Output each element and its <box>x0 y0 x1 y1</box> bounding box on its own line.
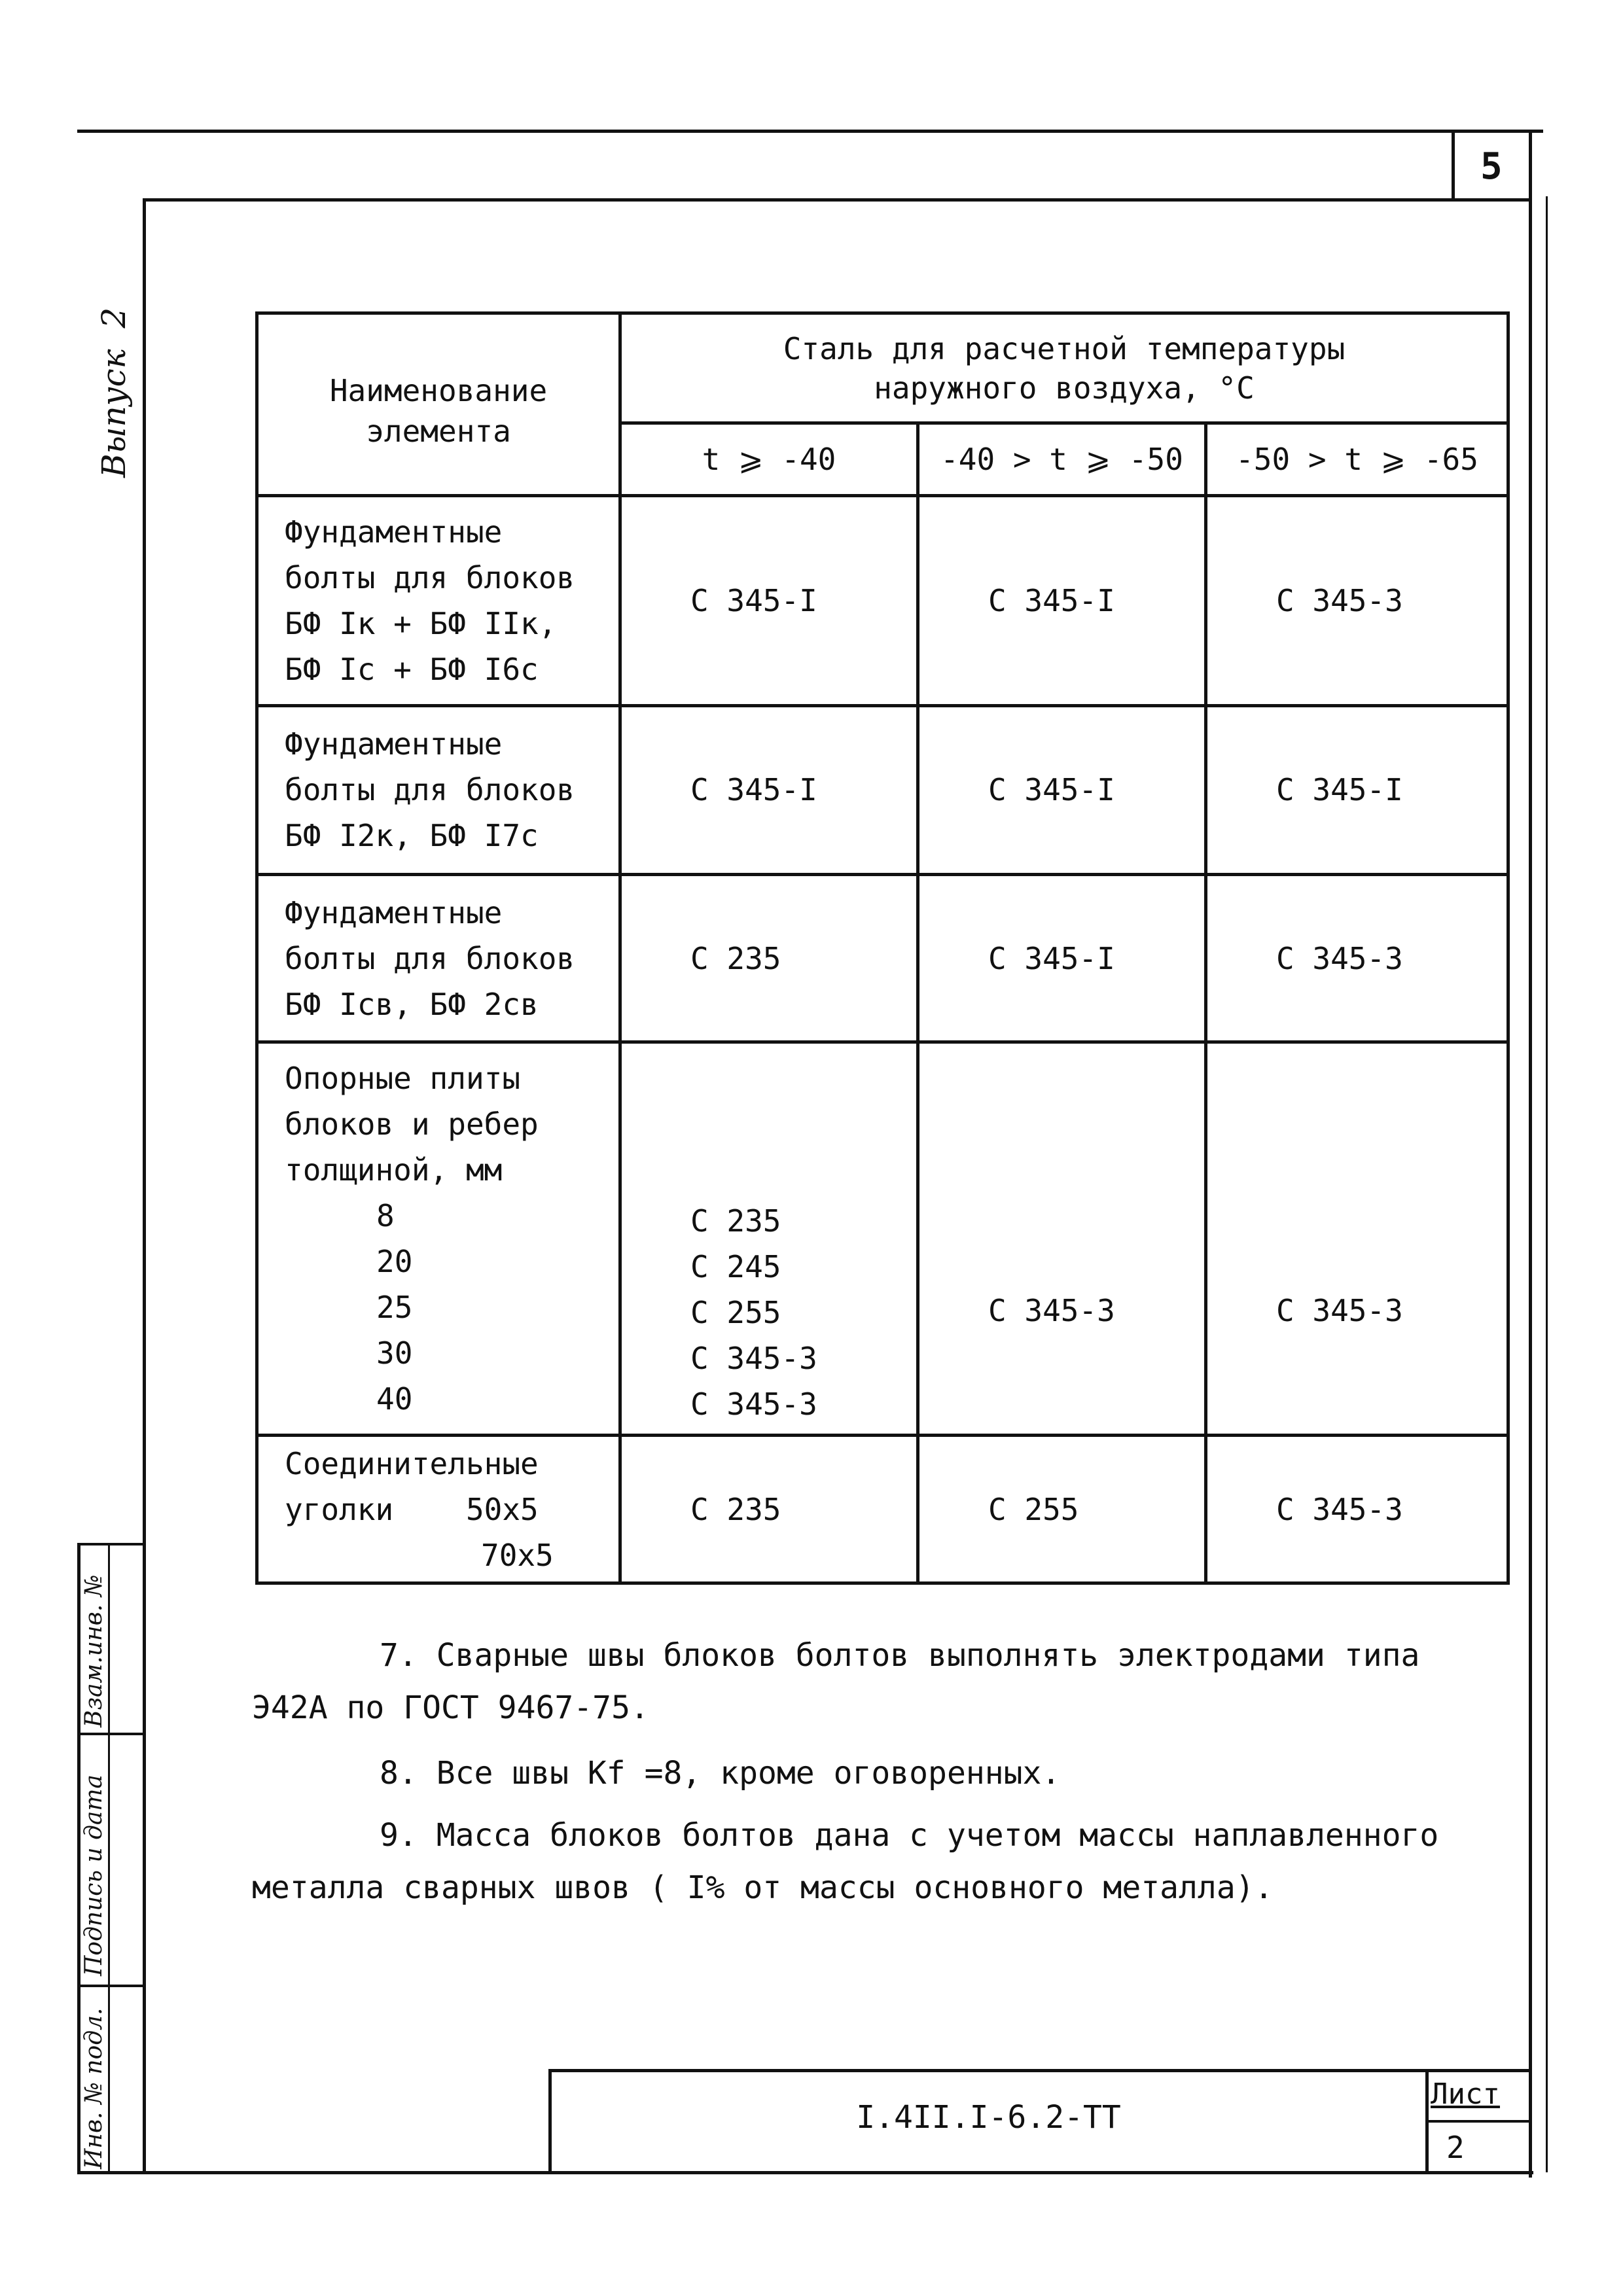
thickness-value: 30 <box>376 1335 413 1371</box>
table-row <box>257 495 1508 705</box>
steel-value: С 345-3 <box>1206 875 1508 1042</box>
steel-value: С 235 <box>620 875 918 1042</box>
steel-value: С 345-3 <box>918 1042 1206 1436</box>
thickness-value: 20 <box>376 1244 413 1280</box>
thickness-value: 25 <box>376 1290 413 1326</box>
sheet-corner-number: 5 <box>1480 145 1503 188</box>
note-7-line2: Э42А по ГОСТ 9467-75. <box>252 1689 649 1726</box>
doc-code: I.4II.I-6.2-ТТ <box>856 2099 1121 2136</box>
outer-right-edge <box>1546 196 1548 2172</box>
frame-top-line <box>143 198 1530 202</box>
row-element-name: Фундаментные болты для блоков БФ Iсв, БФ 2св <box>257 875 620 1042</box>
steel-value: С 345-I <box>918 705 1206 875</box>
steel-value: С 345-I <box>620 495 918 705</box>
stamp-field-signature: Подпись и дата <box>80 1775 107 1976</box>
sheet-label: Лист <box>1431 2077 1500 2111</box>
steel-value: С 345-I <box>918 875 1206 1042</box>
frame-right-line <box>1529 130 1532 2178</box>
frame-left-line <box>143 198 146 2174</box>
note-9-line2: металла сварных швов ( I% от массы основного металла). <box>252 1869 1274 1906</box>
header-temp-range-2: -40 > t ⩾ -50 <box>918 423 1206 495</box>
header-temp-range-3: -50 > t ⩾ -65 <box>1206 423 1508 495</box>
steel-value: С 345-3 <box>690 1341 817 1377</box>
sheet-number: 2 <box>1446 2130 1465 2165</box>
row-element-name: Фундаментные болты для блоков БФ I2к, БФ I7с <box>257 705 620 875</box>
frame-bottom-line <box>77 2171 1533 2174</box>
steel-value: С 245 <box>690 1249 781 1285</box>
thickness-value: 8 <box>376 1198 395 1234</box>
steel-value: С 345-3 <box>1206 1042 1508 1436</box>
steel-value: С 345-3 <box>690 1386 817 1422</box>
header-element-name: Наименование элемента <box>257 313 620 496</box>
note-8: 8. Все швы Kf =8, кроме оговоренных. <box>380 1755 1061 1792</box>
table-row <box>257 875 1508 1042</box>
header-temp-range-1: t ⩾ -40 <box>620 423 918 495</box>
table-row <box>257 1042 1508 1436</box>
steel-value: С 345-I <box>620 705 918 875</box>
table-row <box>257 705 1508 875</box>
row-element-name: Опорные плиты блоков и ребер толщиной, мм 8 20 25 30 40 <box>257 1042 620 1436</box>
steel-value: С 345-3 <box>1206 495 1508 705</box>
steel-value: С 255 <box>690 1295 781 1331</box>
header-steel-title: Сталь для расчетной температуры наружного воздуха, °С <box>620 313 1508 423</box>
issue-label: Выпуск 2 <box>95 307 133 478</box>
note-7-line1: 7. Сварные швы блоков болтов выполнять электродами типа <box>380 1637 1420 1674</box>
thickness-value: 40 <box>376 1381 413 1417</box>
row-element-name: Фундаментные болты для блоков БФ Iк + БФ IIк, БФ Iс + БФ I6с <box>257 495 620 705</box>
steel-spec-table <box>255 311 1510 1585</box>
steel-values-by-thickness <box>620 1042 918 1436</box>
table-row <box>257 1436 1508 1583</box>
stamp-field-inventory: Инв. № подл. <box>80 2007 107 2169</box>
row-element-name: Соединительные уголки 50х5 70х5 <box>257 1436 620 1583</box>
steel-value: С 345-I <box>918 495 1206 705</box>
corner-box-left <box>1452 130 1455 202</box>
note-9-line1: 9. Масса блоков болтов дана с учетом массы наплавленного <box>380 1817 1439 1854</box>
steel-value: С 345-3 <box>1206 1436 1508 1583</box>
top-outer-line <box>77 130 1543 133</box>
stamp-field-substitute: Взам.инв. № <box>80 1574 107 1727</box>
steel-value: С 235 <box>620 1436 918 1583</box>
steel-value: С 345-I <box>1206 705 1508 875</box>
steel-value: С 255 <box>918 1436 1206 1583</box>
steel-value: С 235 <box>690 1203 781 1239</box>
